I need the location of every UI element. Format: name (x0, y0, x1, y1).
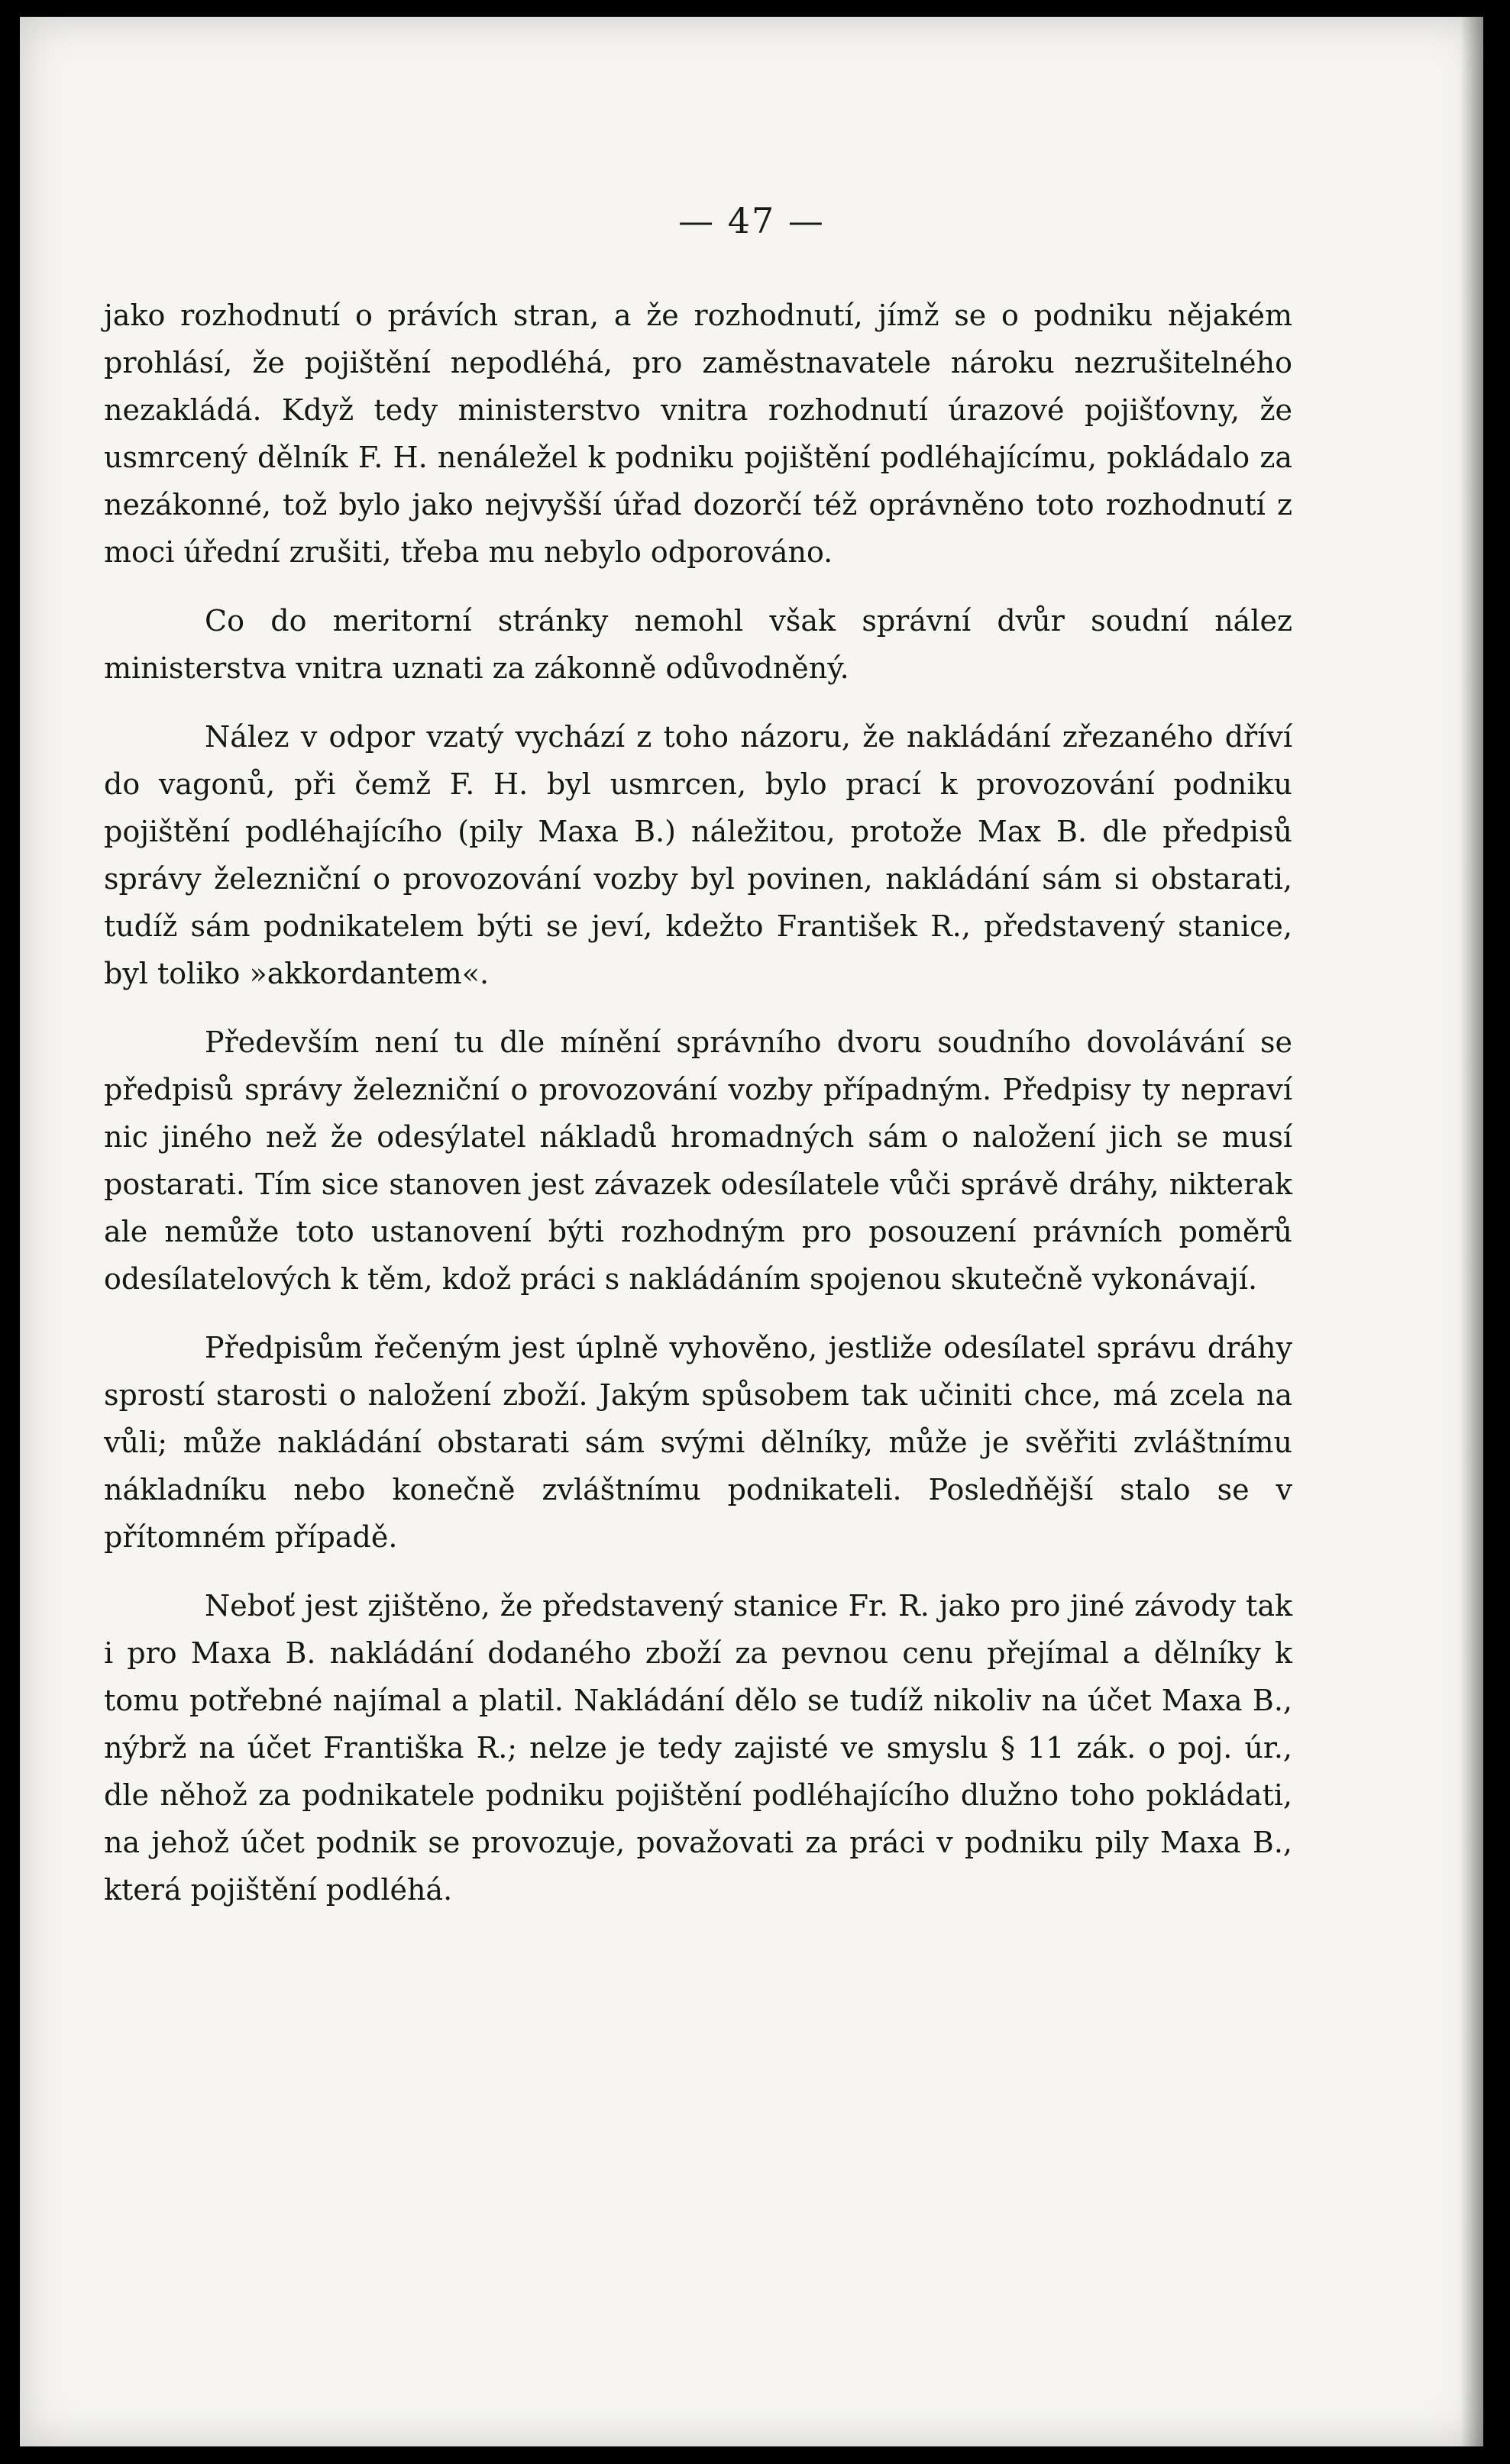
paragraph-2: Co do meritorní stránky nemohl však správní dvůr soudní nález ministerstva vnitra uznati za zákonně odůvodněný. (104, 604, 1292, 685)
paragraph-1: jako rozhodnutí o právích stran, a že rozhodnutí, jímž se o podniku nějakém prohlásí, že pojištění nepodléhá, pro zaměstnavatele nároku nezrušitelného nezakládá. Když tedy ministerstvo vnitra rozhodnutí úrazové pojišťovny, že usmrcený dělník F. H. nenáležel k podniku pojištění podléhajícímu, pokládalo za nezákonné, tož bylo jako nejvyšší úřad dozorčí též oprávněno toto rozhodnutí z moci úřední zrušiti, třeba mu nebylo odporováno. (104, 299, 1292, 569)
page-edge-shadow (1460, 17, 1483, 2446)
paragraph-3: Nález v odpor vzatý vychází z toho názoru, že nakládání zřezaného dříví do vagonů, při čemž F. H. byl usmrcen, bylo prací k provozování podniku pojištění podléhajícího (pily Maxa B.) náležitou, protože Max B. dle předpisů správy železniční o provozování vozby byl povinen, nakládání sám si obstarati, tudíž sám podnikatelem býti se jeví, kdežto František R., představený stanice, byl toliko »akkordantem«. (104, 720, 1292, 990)
paragraph-6: Neboť jest zjištěno, že představený stanice Fr. R. jako pro jiné závody tak i pro Maxa B. nakládání dodaného zboží za pevnou cenu přejímal a dělníky k tomu potřebné najímal a platil. Nakládání dělo se tudíž nikoliv na účet Maxa B., nýbrž na účet Františka R.; nelze je tedy zajisté ve smyslu § 11 zák. o poj. úr., dle něhož za podnikatele podniku pojištění podléhajícího dlužno toho pokládati, na jehož účet podnik se provozuje, považovati za práci v podniku pily Maxa B., která pojištění podléhá. (104, 1589, 1292, 1907)
paragraph-4: Především není tu dle mínění správního dvoru soudního dovolávání se předpisů správy železniční o provozování vozby případným. Předpisy ty nepraví nic jiného než že odesýlatel nákladů hromadných sám o naložení jich se musí postarati. Tím sice stanoven jest závazek odesílatele vůči správě dráhy, nikterak ale nemůže toto ustanovení býti rozhodným pro posouzení právních poměrů odesílatelových k těm, kdož práci s nakládáním spojenou skutečně vykonávají. (104, 1025, 1292, 1296)
scanned-page (20, 17, 1483, 2446)
body-text (104, 292, 1292, 1935)
paragraph-5: Předpisům řečeným jest úplně vyhověno, jestliže odesílatel správu dráhy sprostí starosti o naložení zboží. Jakým spůsobem tak učiniti chce, má zcela na vůli; může nakládání obstarati sám svými dělníky, může je svěřiti zvláštnímu nákladníku nebo konečně zvláštnímu podnikateli. Posledňější stalo se v přítomném případě. (104, 1331, 1292, 1554)
page-number: — 47 — (678, 200, 825, 241)
